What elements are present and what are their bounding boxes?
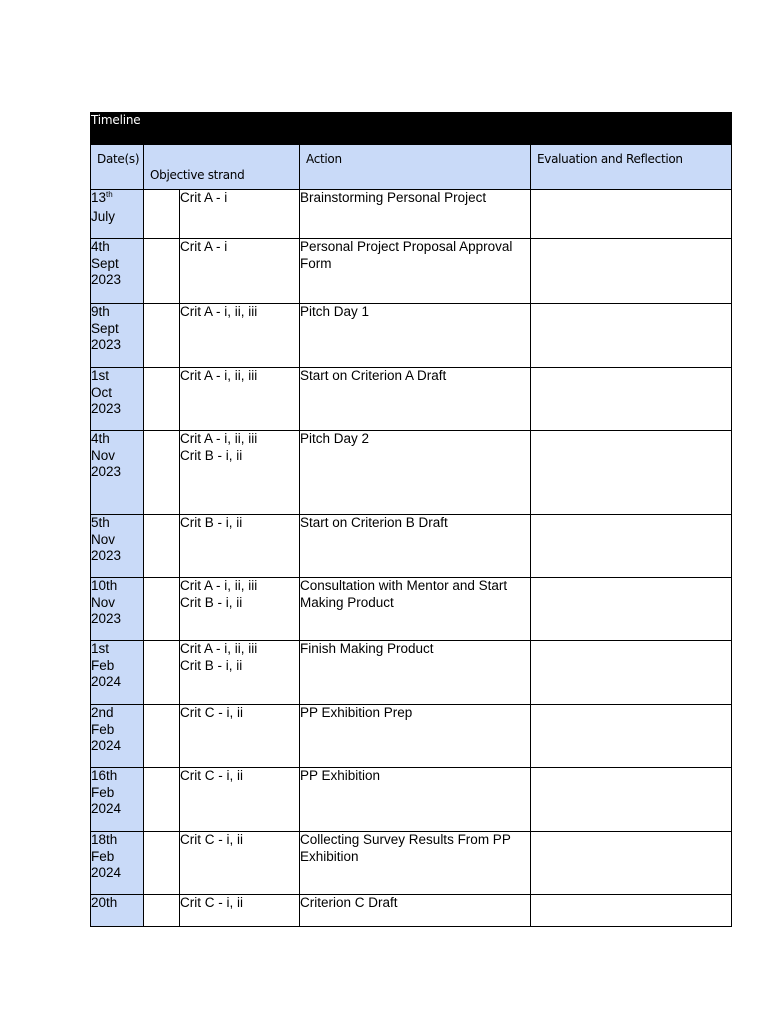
objective-cell (180, 578, 300, 641)
action-cell: PP Exhibition (300, 768, 531, 832)
blank-cell (144, 705, 180, 768)
objective-line: Crit A - i, ii, iii (180, 304, 258, 319)
date-line: 2023 (91, 464, 122, 479)
objective-line: Crit C - i, ii (180, 768, 243, 783)
date-cell (91, 832, 144, 895)
table-row (91, 895, 732, 927)
date-line: 16th (91, 768, 118, 783)
blank-cell (144, 768, 180, 832)
objective-line: Crit A - i, ii, iii (180, 368, 258, 383)
date-line: Oct (91, 384, 113, 400)
date-line: Feb (91, 721, 115, 737)
date-line: 2024 (91, 865, 122, 880)
date-cell (91, 515, 144, 578)
table-row (91, 515, 732, 578)
action-cell: Pitch Day 2 (300, 431, 531, 515)
action-cell: Personal Project Proposal Approval Form (300, 239, 531, 304)
objective-line: Crit A - i, ii, iii (180, 578, 258, 593)
table-row (91, 190, 732, 239)
action-cell: PP Exhibition Prep (300, 705, 531, 768)
evaluation-cell[interactable] (531, 431, 732, 515)
table-row (91, 768, 732, 832)
date-line: Feb (91, 784, 115, 800)
table-row (91, 832, 732, 895)
table-row (91, 239, 732, 304)
date-cell (91, 368, 144, 431)
date-line: Feb (91, 657, 115, 673)
blank-cell (144, 641, 180, 705)
action-cell: Criterion C Draft (300, 895, 531, 927)
objective-cell (180, 705, 300, 768)
date-cell (91, 190, 144, 239)
date-line: Feb (91, 848, 115, 864)
date-line: Nov (91, 447, 116, 463)
date-cell (91, 578, 144, 641)
date-line: 4th (91, 239, 110, 254)
header-action (300, 145, 531, 190)
evaluation-cell[interactable] (531, 895, 732, 927)
objective-line: Crit B - i, ii (180, 515, 243, 530)
date-line: Nov (91, 531, 116, 547)
header-dates-label: Date(s) (97, 152, 140, 166)
objective-line: Crit C - i, ii (180, 705, 243, 720)
date-line: 18th (91, 832, 118, 847)
blank-cell (144, 304, 180, 368)
objective-cell (180, 368, 300, 431)
objective-cell (180, 515, 300, 578)
table-row (91, 431, 732, 515)
evaluation-cell[interactable] (531, 515, 732, 578)
objective-cell (180, 431, 300, 515)
date-line: 2024 (91, 801, 122, 816)
objective-cell (180, 768, 300, 832)
table-row (91, 705, 732, 768)
date-line: 2024 (91, 738, 122, 753)
objective-cell (180, 304, 300, 368)
date-line: Sept (91, 320, 119, 336)
header-objective-strand (144, 145, 300, 190)
action-cell: Start on Criterion A Draft (300, 368, 531, 431)
evaluation-cell[interactable] (531, 641, 732, 705)
evaluation-cell[interactable] (531, 190, 732, 239)
timeline-table (90, 112, 732, 927)
date-line: 2024 (91, 674, 122, 689)
date-line: Sept (91, 255, 119, 271)
objective-cell (180, 239, 300, 304)
date-cell (91, 641, 144, 705)
evaluation-cell[interactable] (531, 368, 732, 431)
date-ordinal: th (106, 190, 113, 199)
date-line (91, 190, 143, 207)
date-cell (91, 304, 144, 368)
date-line: 5th (91, 515, 110, 530)
objective-line: Crit A - i, ii, iii (180, 431, 258, 446)
table-row (91, 368, 732, 431)
evaluation-cell[interactable] (531, 832, 732, 895)
date-cell (91, 705, 144, 768)
action-cell: Brainstorming Personal Project (300, 190, 531, 239)
date-line: 2023 (91, 337, 122, 352)
action-cell: Finish Making Product (300, 641, 531, 705)
date-cell (91, 895, 144, 927)
header-evaluation-label: Evaluation and Reflection (537, 152, 683, 166)
objective-cell (180, 832, 300, 895)
blank-cell (144, 368, 180, 431)
date-line: Nov (91, 594, 116, 610)
date-day: 13 (91, 190, 107, 205)
blank-cell (144, 895, 180, 927)
table-header-row (91, 145, 732, 190)
date-cell (91, 431, 144, 515)
date-line: 2nd (91, 705, 114, 720)
date-line: 20th (91, 895, 118, 910)
date-line: 2023 (91, 272, 122, 287)
date-cell (91, 768, 144, 832)
date-line: 9th (91, 304, 110, 319)
evaluation-cell[interactable] (531, 304, 732, 368)
date-line: 2023 (91, 611, 122, 626)
evaluation-cell[interactable] (531, 705, 732, 768)
date-line: 1st (91, 368, 110, 383)
date-line: July (91, 208, 116, 224)
evaluation-cell[interactable] (531, 239, 732, 304)
action-cell: Consultation with Mentor and Start Making Product (300, 578, 531, 641)
date-line: 1st (91, 641, 110, 656)
date-line: 2023 (91, 548, 122, 563)
blank-cell (144, 431, 180, 515)
blank-cell (144, 578, 180, 641)
date-line: 4th (91, 431, 110, 446)
table-row (91, 304, 732, 368)
objective-line: Crit A - i (180, 239, 228, 254)
objective-line: Crit B - i, ii (180, 657, 243, 673)
blank-cell (144, 239, 180, 304)
table-row (91, 578, 732, 641)
table-title-row (91, 113, 732, 145)
header-dates (91, 145, 144, 190)
objective-line: Crit B - i, ii (180, 594, 243, 610)
objective-line: Crit A - i (180, 190, 228, 205)
objective-line: Crit B - i, ii (180, 447, 243, 463)
action-cell: Collecting Survey Results From PP Exhibition (300, 832, 531, 895)
objective-cell (180, 895, 300, 927)
header-objective-label: Objective strand (150, 168, 245, 182)
table-title: Timeline (91, 113, 732, 145)
objective-line: Crit C - i, ii (180, 895, 243, 910)
evaluation-cell[interactable] (531, 578, 732, 641)
objective-line: Crit A - i, ii, iii (180, 641, 258, 656)
objective-line: Crit C - i, ii (180, 832, 243, 847)
action-cell: Start on Criterion B Draft (300, 515, 531, 578)
header-evaluation (531, 145, 732, 190)
table-body (91, 190, 732, 927)
date-line: 2023 (91, 401, 122, 416)
blank-cell (144, 190, 180, 239)
evaluation-cell[interactable] (531, 768, 732, 832)
action-cell: Pitch Day 1 (300, 304, 531, 368)
objective-cell (180, 190, 300, 239)
blank-cell (144, 832, 180, 895)
date-line: 10th (91, 578, 118, 593)
blank-cell (144, 515, 180, 578)
date-cell (91, 239, 144, 304)
table-row (91, 641, 732, 705)
header-action-label: Action (306, 152, 342, 166)
objective-cell (180, 641, 300, 705)
